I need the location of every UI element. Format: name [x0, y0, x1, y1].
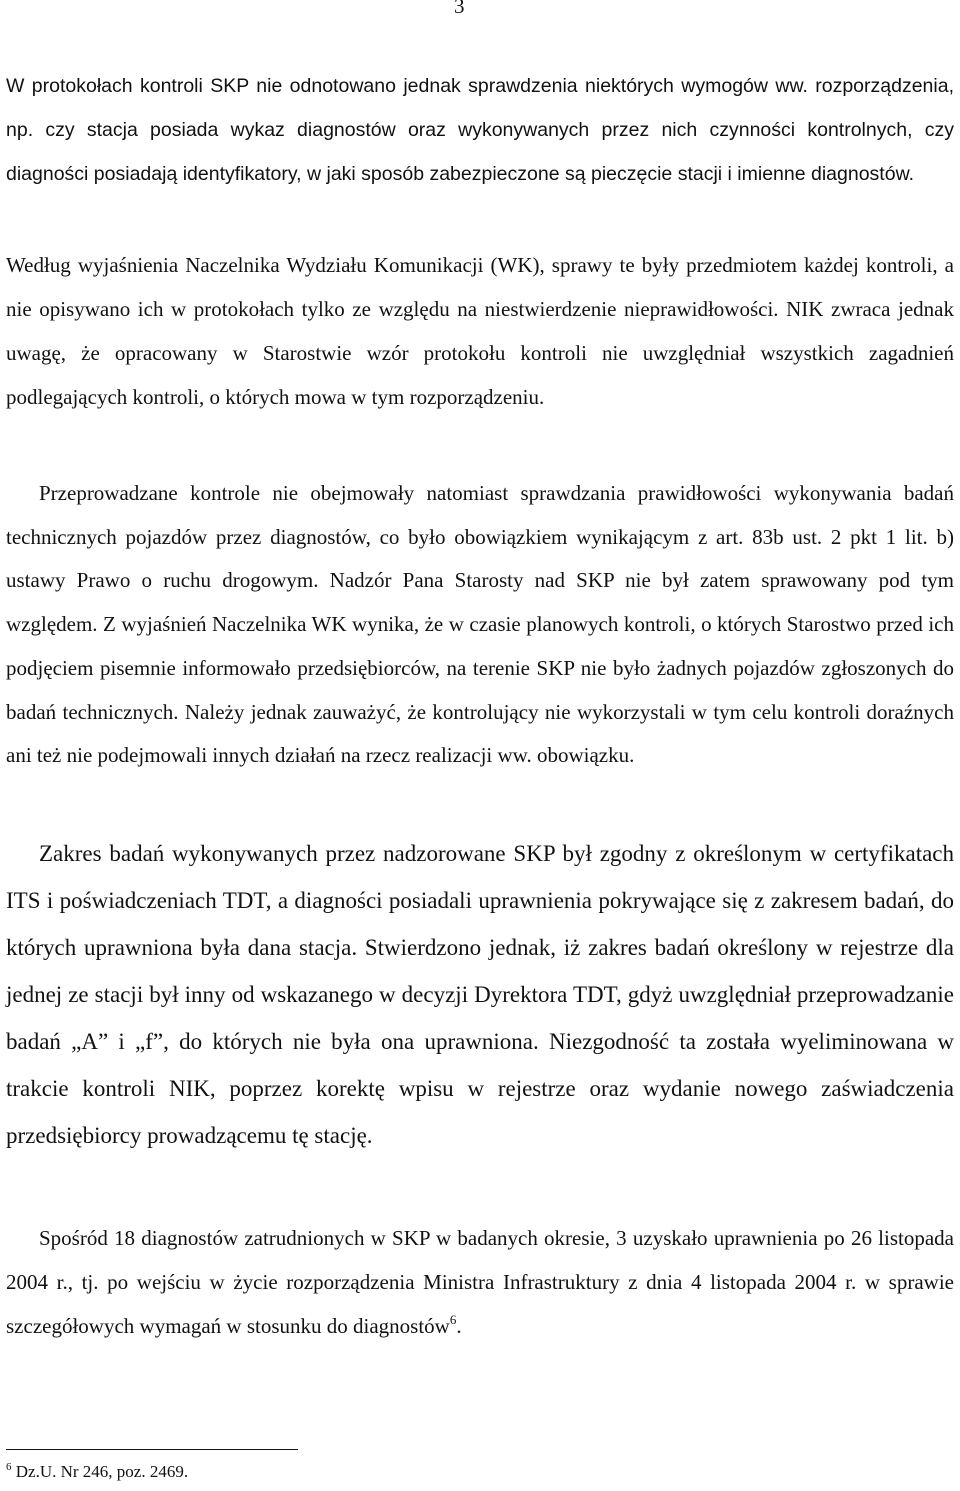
paragraph-5	[6, 1216, 954, 1348]
page-number: 3	[454, 0, 465, 18]
paragraph-3: Przeprowadzane kontrole nie obejmowały natomiast sprawdzania prawidłowości wykonywania badań technicznych pojazdów przez diagnostów, co było obowiązkiem wynikającym z art. 83b ust. 2 pkt 1 lit. b) ustawy Prawo o ruchu drogowym. Nadzór Pana Starosty nad SKP nie był zatem sprawowany pod tym względem. Z wyjaśnień Naczelnika WK wynika, że w czasie planowych kontroli, o których Starostwo przed ich podjęciem pisemnie informowało przedsiębiorców, na terenie SKP nie było żadnych pojazdów zgłoszonych do badań technicznych. Należy jednak zauważyć, że kontrolujący nie wykorzystali w tym celu kontroli doraźnych ani też nie podejmowali innych działań na rzecz realizacji ww. obowiązku.	[6, 481, 954, 768]
footnote-text: Dz.U. Nr 246, poz. 2469.	[15, 1462, 189, 1481]
paragraph-1: W protokołach kontroli SKP nie odnotowano jednak sprawdzenia niektórych wymogów ww. rozporządzenia, np. czy stacja posiada wykaz diagnostów oraz wykonywanych przez nich czynności kontrolnych, czy diagności posiadają identyfikatory, w jaki sposób zabezpieczone są pieczęcie stacji i imienne diagnostów.	[6, 75, 954, 185]
footnote-marker: 6	[6, 1461, 12, 1473]
paragraph-2: Według wyjaśnienia Naczelnika Wydziału Komunikacji (WK), sprawy te były przedmiotem każdej kontroli, a nie opisywano ich w protokołach tylko ze względu na niestwierdzenie nieprawidłowości. NIK zwraca jednak uwagę, że opracowany w Starostwie wzór protokołu kontroli nie uwzględniał wszystkich zagadnień podlegających kontroli, o których mowa w tym rozporządzeniu.	[6, 253, 954, 409]
paragraph-5-end: .	[456, 1314, 462, 1338]
footnote	[6, 1460, 188, 1484]
paragraph-4: Zakres badań wykonywanych przez nadzorowane SKP był zgodny z określonym w certyfikatach ITS i poświadczeniach TDT, a diagności posiadali uprawnienia pokrywające się z zakresem badań, do których uprawniona była dana stacja. Stwierdzono jednak, iż zakres badań określony w rejestrze dla jednej ze stacji był inny od wskazanego w decyzji Dyrektora TDT, gdyż uwzględniał przeprowadzanie badań „A” i „f”, do których nie była ona uprawniona. Niezgodność ta została wyeliminowana w trakcie kontroli NIK, poprzez korektę wpisu w rejestrze oraz wydanie nowego zaświadczenia przedsiębiorcy prowadzącemu tę stację.	[6, 841, 954, 1148]
paragraph-5-text: Spośród 18 diagnostów zatrudnionych w SKP w badanych okresie, 3 uzyskało uprawnienia po 26 listopada 2004 r., tj. po wejściu w życie rozporządzenia Ministra Infrastruktury z dnia 4 listopada 2004 r. w sprawie szczegółowych wymagań w stosunku do diagnostów	[6, 1226, 954, 1338]
footnote-divider	[6, 1449, 298, 1450]
footnote-reference[interactable]: 6	[449, 1312, 457, 1327]
